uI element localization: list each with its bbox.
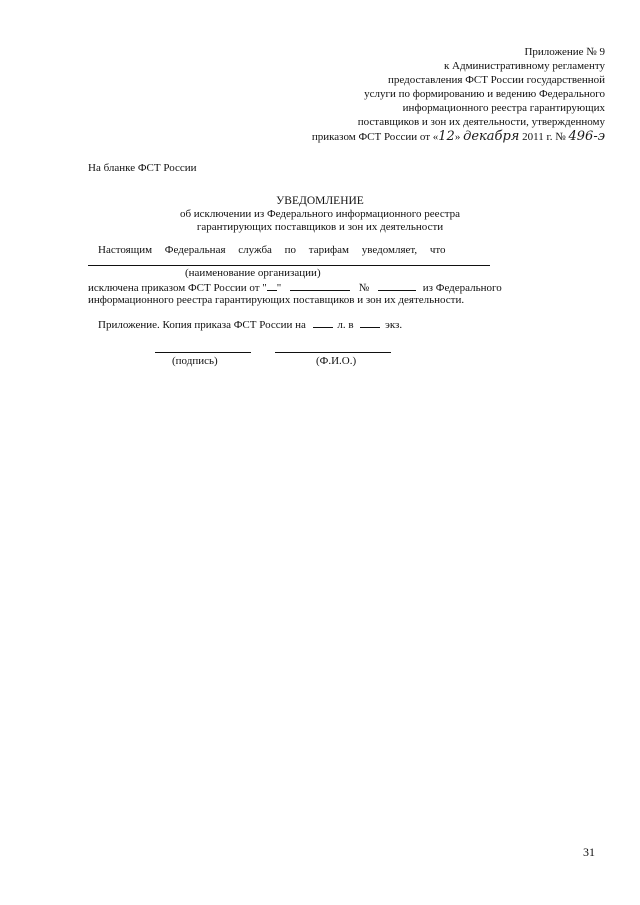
copies-blank (360, 318, 380, 328)
signature-caption: (подпись) (172, 355, 218, 367)
page-number: 31 (583, 845, 595, 859)
header-line: услуги по формированию и ведению Федерального (364, 88, 605, 100)
full-name-caption: (Ф.И.О.) (316, 355, 357, 367)
order-reference (312, 130, 605, 144)
date-blank (290, 281, 350, 291)
order-day-handwritten: 12 (438, 129, 455, 144)
organization-name-blank (88, 265, 490, 266)
header-line: информационного реестра гарантирующих (402, 102, 605, 114)
excluded-line (88, 281, 502, 295)
order-month-handwritten: декабря (463, 129, 520, 144)
excluded-quote: " (276, 282, 282, 294)
order-year: 2011 г. № (522, 131, 566, 143)
order-prefix: приказом ФСТ России от « (311, 131, 439, 143)
header-line: к Административному регламенту (443, 60, 605, 72)
excluded-suffix: из Федерального (422, 282, 502, 294)
pages-label: л. в (337, 319, 354, 331)
full-name-blank (275, 352, 391, 353)
number-blank (378, 281, 416, 291)
signature-blank (155, 352, 251, 353)
header-line: поставщиков и зон их деятельности, утвержденному (357, 116, 605, 128)
copies-label: экз. (385, 319, 403, 331)
attachment-prefix: Приложение. Копия приказа ФСТ России на (98, 319, 306, 331)
notice-title: УВЕДОМЛЕНИЕ (276, 195, 364, 207)
day-blank (267, 281, 277, 291)
pages-blank (313, 318, 333, 328)
attachment-line (98, 318, 402, 332)
notice-subtitle-line1: об исключении из Федерального информационного реестра (179, 208, 461, 220)
notice-subtitle-line2: гарантирующих поставщиков и зон их деятельности (196, 221, 444, 233)
letterhead-note: На бланке ФСТ России (88, 162, 197, 174)
intro-text: Настоящим Федеральная служба по тарифам уведомляет, что (98, 244, 446, 256)
excluded-line2: информационного реестра гарантирующих поставщиков и зон их деятельности. (88, 294, 465, 306)
excluded-prefix: исключена приказом ФСТ России от " (88, 282, 267, 294)
order-quote-close: » (454, 131, 461, 143)
order-number-handwritten: 496-э (568, 129, 605, 144)
organization-caption: (наименование организации) (185, 267, 321, 279)
header-line: предоставления ФСТ России государственной (387, 74, 605, 86)
number-sign: № (358, 282, 370, 294)
appendix-number: Приложение № 9 (524, 46, 605, 58)
